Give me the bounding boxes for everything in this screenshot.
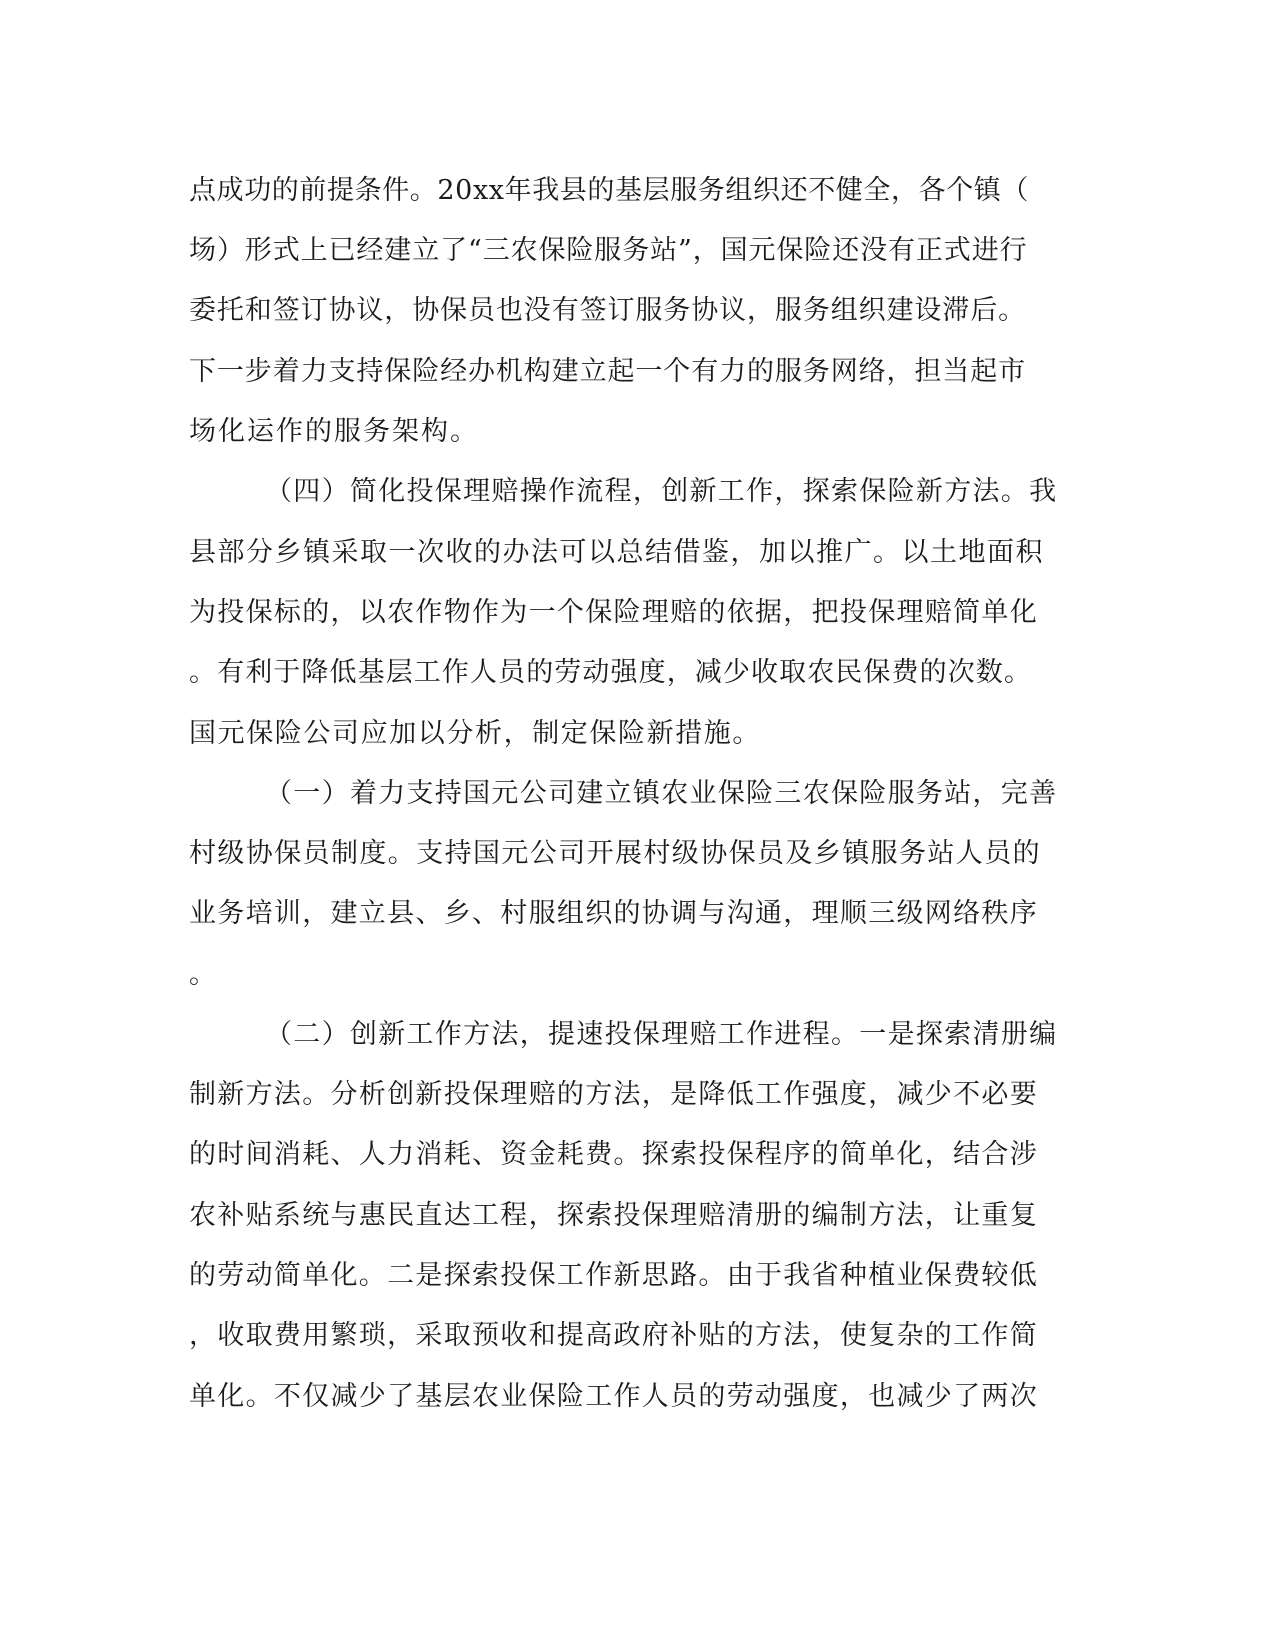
paragraph-line: 为投保标的，以农作物作为一个保险理赔的依据，把投保理赔简单化 (189, 597, 1038, 628)
paragraph-line: 农补贴系统与惠民直达工程，探索投保理赔清册的编制方法，让重复 (189, 1200, 1038, 1231)
paragraph-line: 下一步着力支持保险经办机构建立起一个有力的服务网络，担当起市 (189, 356, 1026, 387)
paragraph-line: 国元保险公司应加以分析，制定保险新措施。 (189, 718, 761, 749)
paragraph-line: 的劳动简单化。二是探索投保工作新思路。由于我省种植业保费较低 (189, 1260, 1038, 1291)
paragraph-line: ，收取费用繁琐，采取预收和提高政府补贴的方法，使复杂的工作简 (189, 1320, 1038, 1351)
paragraph-line: 场化运作的服务架构。 (189, 416, 479, 447)
section-heading-text: （四）简化投保理赔操作流程，创新工作，探索保险新方法。我 (265, 476, 1058, 507)
section-heading-line (189, 1015, 1089, 1055)
paragraph-line: 点成功的前提条件。20xx年我县的基层服务组织还不健全，各个镇（ (189, 175, 1030, 206)
section-heading-line (189, 472, 1089, 512)
paragraph-line: 村级协保员制度。支持国元公司开展村级协保员及乡镇服务站人员的 (189, 838, 1041, 869)
paragraph-line: 县部分乡镇采取一次收的办法可以总结借鉴，加以推广。以土地面积 (189, 537, 1044, 568)
section-heading-line (189, 774, 1089, 814)
paragraph-line: 单化。不仅减少了基层农业保险工作人员的劳动强度，也减少了两次 (189, 1381, 1038, 1412)
paragraph-line: 。有利于降低基层工作人员的劳动强度，减少收取农民保费的次数。 (189, 657, 1032, 688)
paragraph-line: 的时间消耗、人力消耗、资金耗费。探索投保程序的简单化，结合涉 (189, 1139, 1038, 1170)
paragraph-line: 业务培训，建立县、乡、村服组织的协调与沟通，理顺三级网络秩序 (189, 898, 1038, 929)
paragraph-line: 。 (189, 959, 216, 990)
section-heading-text: （二）创新工作方法，提速投保理赔工作进程。一是探索清册编 (265, 1019, 1058, 1050)
section-heading-text: （一）着力支持国元公司建立镇农业保险三农保险服务站，完善 (265, 778, 1058, 809)
paragraph-line: 委托和签订协议，协保员也没有签订服务协议，服务组织建设滞后。 (189, 295, 1026, 326)
paragraph-line: 场）形式上已经建立了“三农保险服务站”，国元保险还没有正式进行 (189, 235, 1028, 266)
paragraph-line: 制新方法。分析创新投保理赔的方法，是降低工作强度，减少不必要 (189, 1079, 1038, 1110)
